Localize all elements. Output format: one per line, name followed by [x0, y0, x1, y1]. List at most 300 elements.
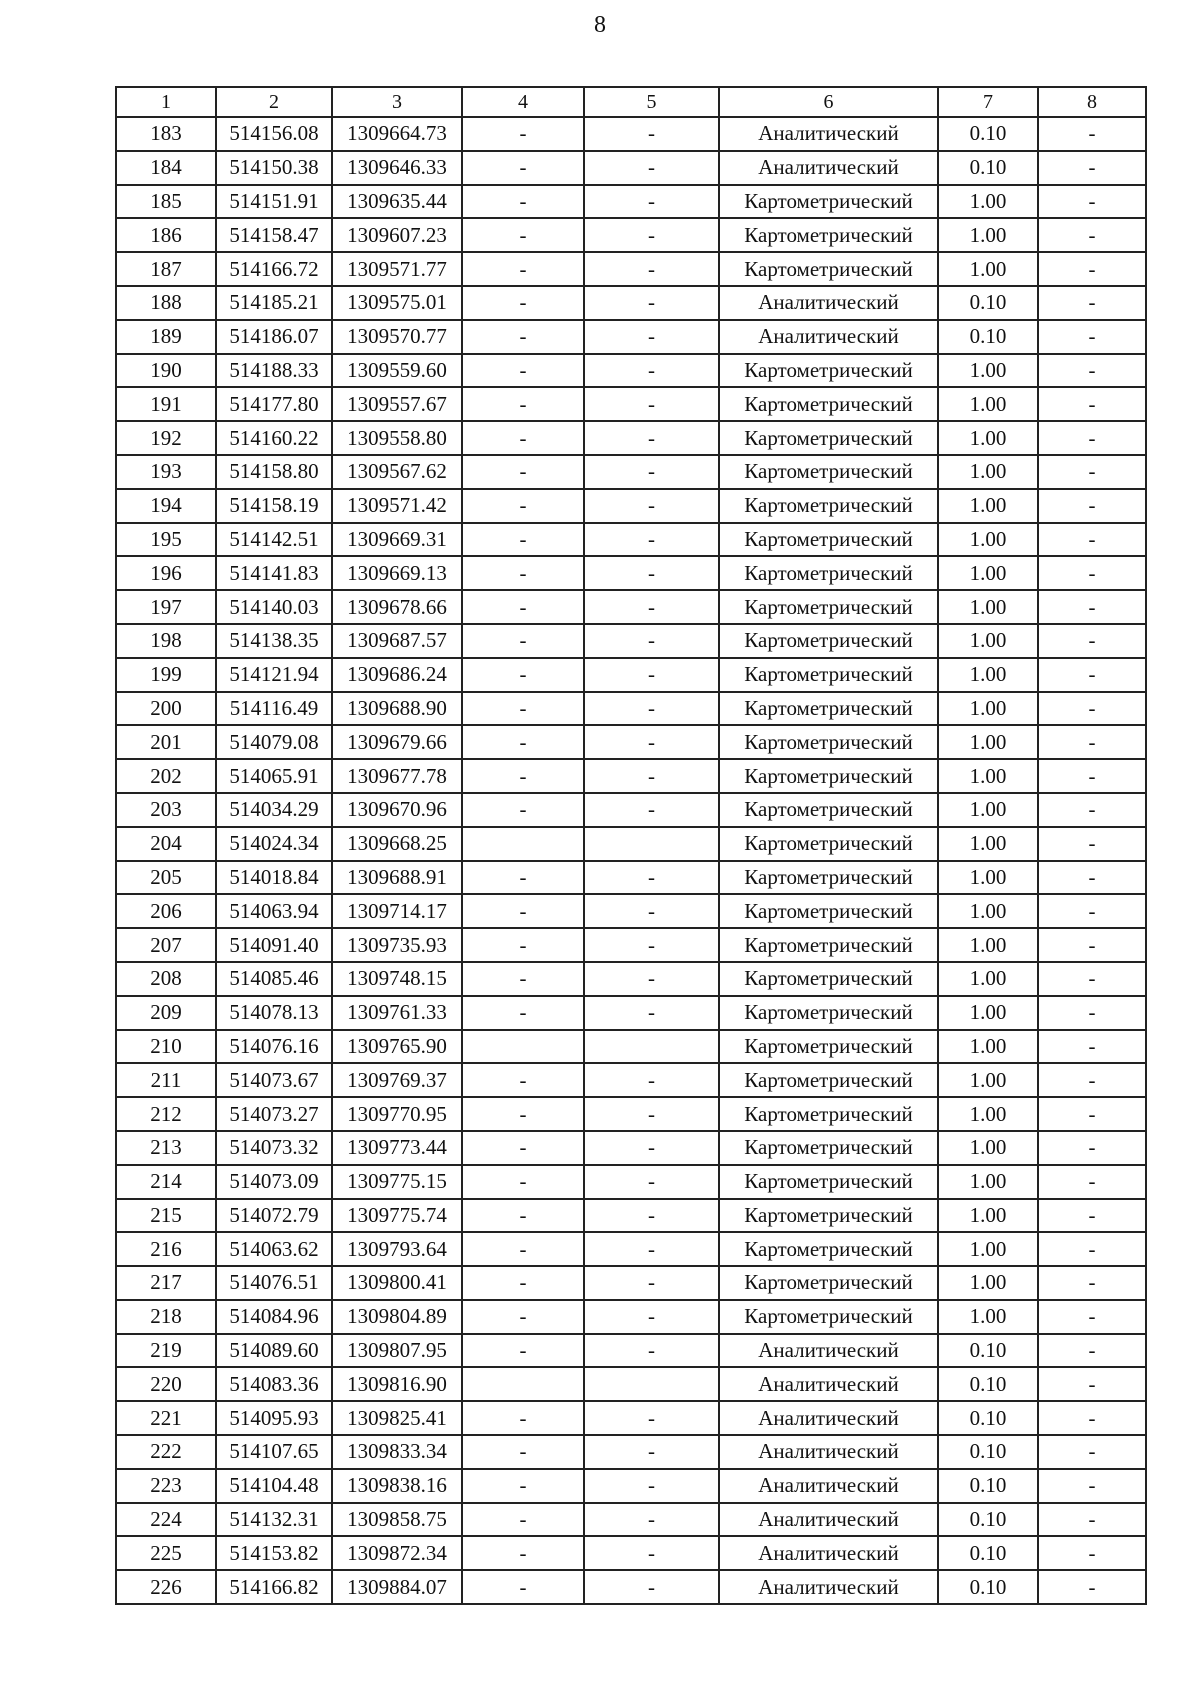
cell-method: Картометрический	[719, 1300, 938, 1334]
table-row	[116, 725, 1146, 759]
cell-point-number: 226	[116, 1570, 216, 1604]
cell-method: Аналитический	[719, 1334, 938, 1368]
table-row	[116, 759, 1146, 793]
cell-method: Аналитический	[719, 117, 938, 151]
table-row	[116, 1097, 1146, 1131]
cell-col-5: -	[584, 962, 719, 996]
cell-col-5: -	[584, 624, 719, 658]
cell-coord-x: 514089.60	[216, 1334, 332, 1368]
cell-accuracy: 1.00	[938, 185, 1038, 219]
cell-col-8: -	[1038, 725, 1146, 759]
cell-col-4	[462, 1030, 584, 1064]
coordinates-table	[115, 86, 1147, 1605]
cell-col-8: -	[1038, 1469, 1146, 1503]
cell-coord-y: 1309838.16	[332, 1469, 462, 1503]
cell-point-number: 211	[116, 1063, 216, 1097]
cell-method: Аналитический	[719, 1570, 938, 1604]
cell-method: Аналитический	[719, 1536, 938, 1570]
cell-accuracy: 0.10	[938, 1334, 1038, 1368]
cell-coord-x: 514140.03	[216, 590, 332, 624]
cell-accuracy: 1.00	[938, 861, 1038, 895]
table-row	[116, 489, 1146, 523]
cell-point-number: 188	[116, 286, 216, 320]
cell-accuracy: 0.10	[938, 1469, 1038, 1503]
cell-point-number: 212	[116, 1097, 216, 1131]
cell-coord-y: 1309773.44	[332, 1131, 462, 1165]
cell-method: Картометрический	[719, 894, 938, 928]
cell-coord-y: 1309884.07	[332, 1570, 462, 1604]
cell-coord-x: 514034.29	[216, 793, 332, 827]
cell-col-8: -	[1038, 1435, 1146, 1469]
cell-coord-x: 514072.79	[216, 1199, 332, 1233]
cell-coord-y: 1309688.91	[332, 861, 462, 895]
cell-accuracy: 1.00	[938, 489, 1038, 523]
cell-col-5: -	[584, 725, 719, 759]
cell-coord-x: 514073.09	[216, 1165, 332, 1199]
cell-coord-x: 514185.21	[216, 286, 332, 320]
cell-coord-y: 1309570.77	[332, 320, 462, 354]
cell-coord-x: 514084.96	[216, 1300, 332, 1334]
cell-method: Картометрический	[719, 1063, 938, 1097]
cell-col-5: -	[584, 1232, 719, 1266]
cell-method: Картометрический	[719, 759, 938, 793]
cell-col-4: -	[462, 1435, 584, 1469]
cell-col-4: -	[462, 421, 584, 455]
table-row	[116, 928, 1146, 962]
cell-col-5: -	[584, 1435, 719, 1469]
cell-col-4: -	[462, 861, 584, 895]
table-row	[116, 151, 1146, 185]
cell-method: Картометрический	[719, 455, 938, 489]
cell-col-4: -	[462, 1300, 584, 1334]
cell-coord-x: 514138.35	[216, 624, 332, 658]
cell-method: Картометрический	[719, 421, 938, 455]
cell-col-4	[462, 827, 584, 861]
cell-coord-y: 1309686.24	[332, 658, 462, 692]
cell-coord-x: 514132.31	[216, 1503, 332, 1537]
cell-col-4: -	[462, 1131, 584, 1165]
cell-coord-y: 1309607.23	[332, 218, 462, 252]
cell-point-number: 184	[116, 151, 216, 185]
cell-coord-y: 1309571.42	[332, 489, 462, 523]
cell-accuracy: 1.00	[938, 218, 1038, 252]
cell-point-number: 220	[116, 1367, 216, 1401]
cell-method: Картометрический	[719, 793, 938, 827]
cell-accuracy: 1.00	[938, 1300, 1038, 1334]
cell-coord-x: 514104.48	[216, 1469, 332, 1503]
cell-coord-x: 514177.80	[216, 387, 332, 421]
cell-col-5: -	[584, 151, 719, 185]
cell-coord-y: 1309816.90	[332, 1367, 462, 1401]
table-row	[116, 894, 1146, 928]
cell-col-8: -	[1038, 523, 1146, 557]
header-cell-7: 7	[938, 87, 1038, 117]
cell-point-number: 202	[116, 759, 216, 793]
cell-coord-x: 514166.82	[216, 1570, 332, 1604]
cell-method: Картометрический	[719, 218, 938, 252]
cell-coord-x: 514073.67	[216, 1063, 332, 1097]
cell-col-5: -	[584, 556, 719, 590]
cell-accuracy: 0.10	[938, 1570, 1038, 1604]
cell-coord-y: 1309688.90	[332, 692, 462, 726]
cell-coord-y: 1309557.67	[332, 387, 462, 421]
cell-coord-x: 514095.93	[216, 1401, 332, 1435]
cell-col-5: -	[584, 1536, 719, 1570]
cell-col-5: -	[584, 523, 719, 557]
cell-col-8: -	[1038, 1401, 1146, 1435]
cell-method: Картометрический	[719, 1232, 938, 1266]
table-row	[116, 185, 1146, 219]
cell-accuracy: 1.00	[938, 1199, 1038, 1233]
cell-coord-x: 514186.07	[216, 320, 332, 354]
table-row	[116, 286, 1146, 320]
table-header	[116, 87, 1146, 117]
cell-coord-x: 514085.46	[216, 962, 332, 996]
cell-col-8: -	[1038, 151, 1146, 185]
cell-col-8: -	[1038, 117, 1146, 151]
table-row	[116, 590, 1146, 624]
cell-point-number: 190	[116, 354, 216, 388]
cell-accuracy: 1.00	[938, 354, 1038, 388]
cell-coord-y: 1309646.33	[332, 151, 462, 185]
cell-point-number: 219	[116, 1334, 216, 1368]
cell-col-8: -	[1038, 218, 1146, 252]
cell-point-number: 210	[116, 1030, 216, 1064]
cell-coord-y: 1309635.44	[332, 185, 462, 219]
cell-point-number: 208	[116, 962, 216, 996]
cell-method: Аналитический	[719, 151, 938, 185]
table-row	[116, 1063, 1146, 1097]
cell-method: Картометрический	[719, 692, 938, 726]
cell-point-number: 194	[116, 489, 216, 523]
cell-accuracy: 1.00	[938, 387, 1038, 421]
cell-accuracy: 1.00	[938, 1165, 1038, 1199]
cell-col-8: -	[1038, 827, 1146, 861]
cell-col-4: -	[462, 354, 584, 388]
cell-accuracy: 1.00	[938, 1266, 1038, 1300]
table-row	[116, 996, 1146, 1030]
cell-coord-x: 514160.22	[216, 421, 332, 455]
cell-col-8: -	[1038, 387, 1146, 421]
cell-col-8: -	[1038, 1266, 1146, 1300]
table-row	[116, 692, 1146, 726]
cell-col-5: -	[584, 286, 719, 320]
cell-coord-x: 514091.40	[216, 928, 332, 962]
cell-method: Картометрический	[719, 861, 938, 895]
cell-coord-x: 514141.83	[216, 556, 332, 590]
cell-point-number: 187	[116, 252, 216, 286]
cell-coord-y: 1309775.74	[332, 1199, 462, 1233]
cell-col-5: -	[584, 320, 719, 354]
cell-point-number: 206	[116, 894, 216, 928]
cell-col-8: -	[1038, 624, 1146, 658]
cell-col-5: -	[584, 421, 719, 455]
cell-point-number: 189	[116, 320, 216, 354]
cell-point-number: 185	[116, 185, 216, 219]
cell-method: Картометрический	[719, 556, 938, 590]
table-row	[116, 1266, 1146, 1300]
cell-coord-x: 514065.91	[216, 759, 332, 793]
cell-col-4: -	[462, 1401, 584, 1435]
cell-col-5: -	[584, 354, 719, 388]
cell-coord-y: 1309800.41	[332, 1266, 462, 1300]
cell-accuracy: 1.00	[938, 1232, 1038, 1266]
cell-coord-y: 1309664.73	[332, 117, 462, 151]
cell-accuracy: 0.10	[938, 320, 1038, 354]
cell-accuracy: 0.10	[938, 1367, 1038, 1401]
cell-col-8: -	[1038, 1367, 1146, 1401]
cell-coord-x: 514063.62	[216, 1232, 332, 1266]
cell-coord-x: 514156.08	[216, 117, 332, 151]
table-row	[116, 556, 1146, 590]
cell-coord-y: 1309558.80	[332, 421, 462, 455]
cell-col-8: -	[1038, 1131, 1146, 1165]
cell-method: Аналитический	[719, 1469, 938, 1503]
header-cell-3: 3	[332, 87, 462, 117]
cell-col-8: -	[1038, 590, 1146, 624]
cell-col-5: -	[584, 590, 719, 624]
cell-col-5: -	[584, 1334, 719, 1368]
cell-coord-y: 1309770.95	[332, 1097, 462, 1131]
cell-point-number: 209	[116, 996, 216, 1030]
cell-col-4: -	[462, 455, 584, 489]
cell-coord-x: 514083.36	[216, 1367, 332, 1401]
cell-method: Аналитический	[719, 1503, 938, 1537]
cell-col-8: -	[1038, 759, 1146, 793]
table-row	[116, 1334, 1146, 1368]
cell-col-5: -	[584, 1097, 719, 1131]
table-row	[116, 117, 1146, 151]
cell-point-number: 204	[116, 827, 216, 861]
cell-col-4: -	[462, 117, 584, 151]
table-row	[116, 624, 1146, 658]
cell-col-4: -	[462, 1232, 584, 1266]
cell-col-8: -	[1038, 354, 1146, 388]
coordinates-table-container	[115, 86, 1147, 1605]
cell-accuracy: 0.10	[938, 117, 1038, 151]
cell-col-5: -	[584, 692, 719, 726]
cell-coord-y: 1309668.25	[332, 827, 462, 861]
cell-col-8: -	[1038, 658, 1146, 692]
cell-col-4: -	[462, 252, 584, 286]
cell-method: Картометрический	[719, 354, 938, 388]
cell-col-4: -	[462, 523, 584, 557]
cell-point-number: 214	[116, 1165, 216, 1199]
cell-accuracy: 1.00	[938, 658, 1038, 692]
cell-col-4: -	[462, 387, 584, 421]
cell-coord-y: 1309669.31	[332, 523, 462, 557]
cell-col-4: -	[462, 1266, 584, 1300]
cell-point-number: 199	[116, 658, 216, 692]
cell-accuracy: 0.10	[938, 1401, 1038, 1435]
cell-point-number: 205	[116, 861, 216, 895]
cell-point-number: 223	[116, 1469, 216, 1503]
cell-point-number: 192	[116, 421, 216, 455]
cell-coord-x: 514078.13	[216, 996, 332, 1030]
cell-col-5: -	[584, 1266, 719, 1300]
cell-col-4: -	[462, 624, 584, 658]
cell-coord-y: 1309575.01	[332, 286, 462, 320]
cell-point-number: 217	[116, 1266, 216, 1300]
cell-point-number: 207	[116, 928, 216, 962]
cell-accuracy: 1.00	[938, 1131, 1038, 1165]
cell-coord-y: 1309679.66	[332, 725, 462, 759]
cell-col-4: -	[462, 590, 584, 624]
cell-coord-x: 514107.65	[216, 1435, 332, 1469]
cell-method: Картометрический	[719, 1165, 938, 1199]
cell-accuracy: 1.00	[938, 556, 1038, 590]
cell-accuracy: 1.00	[938, 455, 1038, 489]
cell-col-5: -	[584, 759, 719, 793]
cell-col-5: -	[584, 996, 719, 1030]
table-row	[116, 387, 1146, 421]
cell-accuracy: 1.00	[938, 1030, 1038, 1064]
cell-coord-x: 514151.91	[216, 185, 332, 219]
cell-col-5: -	[584, 489, 719, 523]
cell-col-8: -	[1038, 894, 1146, 928]
cell-method: Картометрический	[719, 523, 938, 557]
cell-method: Картометрический	[719, 1199, 938, 1233]
cell-method: Картометрический	[719, 827, 938, 861]
cell-method: Картометрический	[719, 1030, 938, 1064]
cell-col-4: -	[462, 996, 584, 1030]
cell-col-5: -	[584, 928, 719, 962]
cell-col-5: -	[584, 1570, 719, 1604]
cell-coord-y: 1309765.90	[332, 1030, 462, 1064]
cell-coord-x: 514150.38	[216, 151, 332, 185]
cell-coord-y: 1309761.33	[332, 996, 462, 1030]
cell-col-5: -	[584, 793, 719, 827]
cell-col-4: -	[462, 962, 584, 996]
cell-col-5: -	[584, 1469, 719, 1503]
cell-col-5: -	[584, 218, 719, 252]
cell-col-8: -	[1038, 793, 1146, 827]
cell-col-4: -	[462, 1063, 584, 1097]
cell-col-4: -	[462, 692, 584, 726]
table-row	[116, 1503, 1146, 1537]
cell-col-4: -	[462, 320, 584, 354]
cell-col-5: -	[584, 658, 719, 692]
cell-col-8: -	[1038, 1503, 1146, 1537]
cell-coord-x: 514158.19	[216, 489, 332, 523]
cell-coord-x: 514076.16	[216, 1030, 332, 1064]
cell-coord-y: 1309833.34	[332, 1435, 462, 1469]
cell-col-4: -	[462, 1469, 584, 1503]
cell-accuracy: 1.00	[938, 793, 1038, 827]
cell-col-8: -	[1038, 1199, 1146, 1233]
cell-col-8: -	[1038, 1030, 1146, 1064]
cell-accuracy: 1.00	[938, 1097, 1038, 1131]
cell-method: Картометрический	[719, 489, 938, 523]
table-row	[116, 1536, 1146, 1570]
cell-method: Картометрический	[719, 185, 938, 219]
cell-col-8: -	[1038, 489, 1146, 523]
cell-coord-y: 1309677.78	[332, 759, 462, 793]
cell-coord-y: 1309775.15	[332, 1165, 462, 1199]
cell-col-5: -	[584, 1300, 719, 1334]
cell-method: Аналитический	[719, 1367, 938, 1401]
cell-coord-y: 1309769.37	[332, 1063, 462, 1097]
table-row	[116, 861, 1146, 895]
cell-coord-x: 514158.80	[216, 455, 332, 489]
table-row	[116, 354, 1146, 388]
header-cell-8: 8	[1038, 87, 1146, 117]
cell-accuracy: 1.00	[938, 421, 1038, 455]
cell-col-4: -	[462, 1334, 584, 1368]
cell-coord-y: 1309559.60	[332, 354, 462, 388]
cell-method: Аналитический	[719, 286, 938, 320]
table-row	[116, 1469, 1146, 1503]
cell-col-4: -	[462, 1536, 584, 1570]
cell-accuracy: 1.00	[938, 962, 1038, 996]
cell-col-8: -	[1038, 185, 1146, 219]
cell-accuracy: 1.00	[938, 759, 1038, 793]
cell-point-number: 213	[116, 1131, 216, 1165]
cell-point-number: 200	[116, 692, 216, 726]
cell-col-4: -	[462, 218, 584, 252]
cell-point-number: 224	[116, 1503, 216, 1537]
cell-col-4: -	[462, 928, 584, 962]
cell-coord-x: 514158.47	[216, 218, 332, 252]
header-row	[116, 87, 1146, 117]
cell-col-8: -	[1038, 556, 1146, 590]
cell-col-5: -	[584, 1503, 719, 1537]
cell-point-number: 195	[116, 523, 216, 557]
cell-col-5: -	[584, 117, 719, 151]
cell-point-number: 197	[116, 590, 216, 624]
cell-accuracy: 1.00	[938, 692, 1038, 726]
header-cell-6: 6	[719, 87, 938, 117]
table-row	[116, 1199, 1146, 1233]
cell-col-4: -	[462, 894, 584, 928]
cell-col-4: -	[462, 556, 584, 590]
header-cell-4: 4	[462, 87, 584, 117]
cell-method: Картометрический	[719, 725, 938, 759]
cell-method: Картометрический	[719, 996, 938, 1030]
cell-coord-x: 514073.27	[216, 1097, 332, 1131]
cell-coord-x: 514076.51	[216, 1266, 332, 1300]
table-row	[116, 827, 1146, 861]
cell-col-8: -	[1038, 1063, 1146, 1097]
cell-coord-y: 1309670.96	[332, 793, 462, 827]
cell-col-5: -	[584, 387, 719, 421]
cell-col-8: -	[1038, 455, 1146, 489]
cell-col-8: -	[1038, 286, 1146, 320]
cell-accuracy: 1.00	[938, 928, 1038, 962]
cell-col-5: -	[584, 1063, 719, 1097]
table-row	[116, 421, 1146, 455]
cell-coord-x: 514166.72	[216, 252, 332, 286]
table-row	[116, 793, 1146, 827]
cell-coord-y: 1309735.93	[332, 928, 462, 962]
cell-method: Картометрический	[719, 1266, 938, 1300]
table-row	[116, 962, 1146, 996]
cell-method: Картометрический	[719, 1097, 938, 1131]
cell-method: Картометрический	[719, 962, 938, 996]
cell-point-number: 203	[116, 793, 216, 827]
table-row	[116, 1165, 1146, 1199]
cell-col-8: -	[1038, 692, 1146, 726]
cell-col-4: -	[462, 1097, 584, 1131]
cell-col-4: -	[462, 489, 584, 523]
cell-coord-y: 1309678.66	[332, 590, 462, 624]
cell-coord-x: 514142.51	[216, 523, 332, 557]
table-row	[116, 218, 1146, 252]
cell-coord-x: 514073.32	[216, 1131, 332, 1165]
cell-col-4: -	[462, 793, 584, 827]
cell-accuracy: 1.00	[938, 523, 1038, 557]
cell-accuracy: 1.00	[938, 894, 1038, 928]
